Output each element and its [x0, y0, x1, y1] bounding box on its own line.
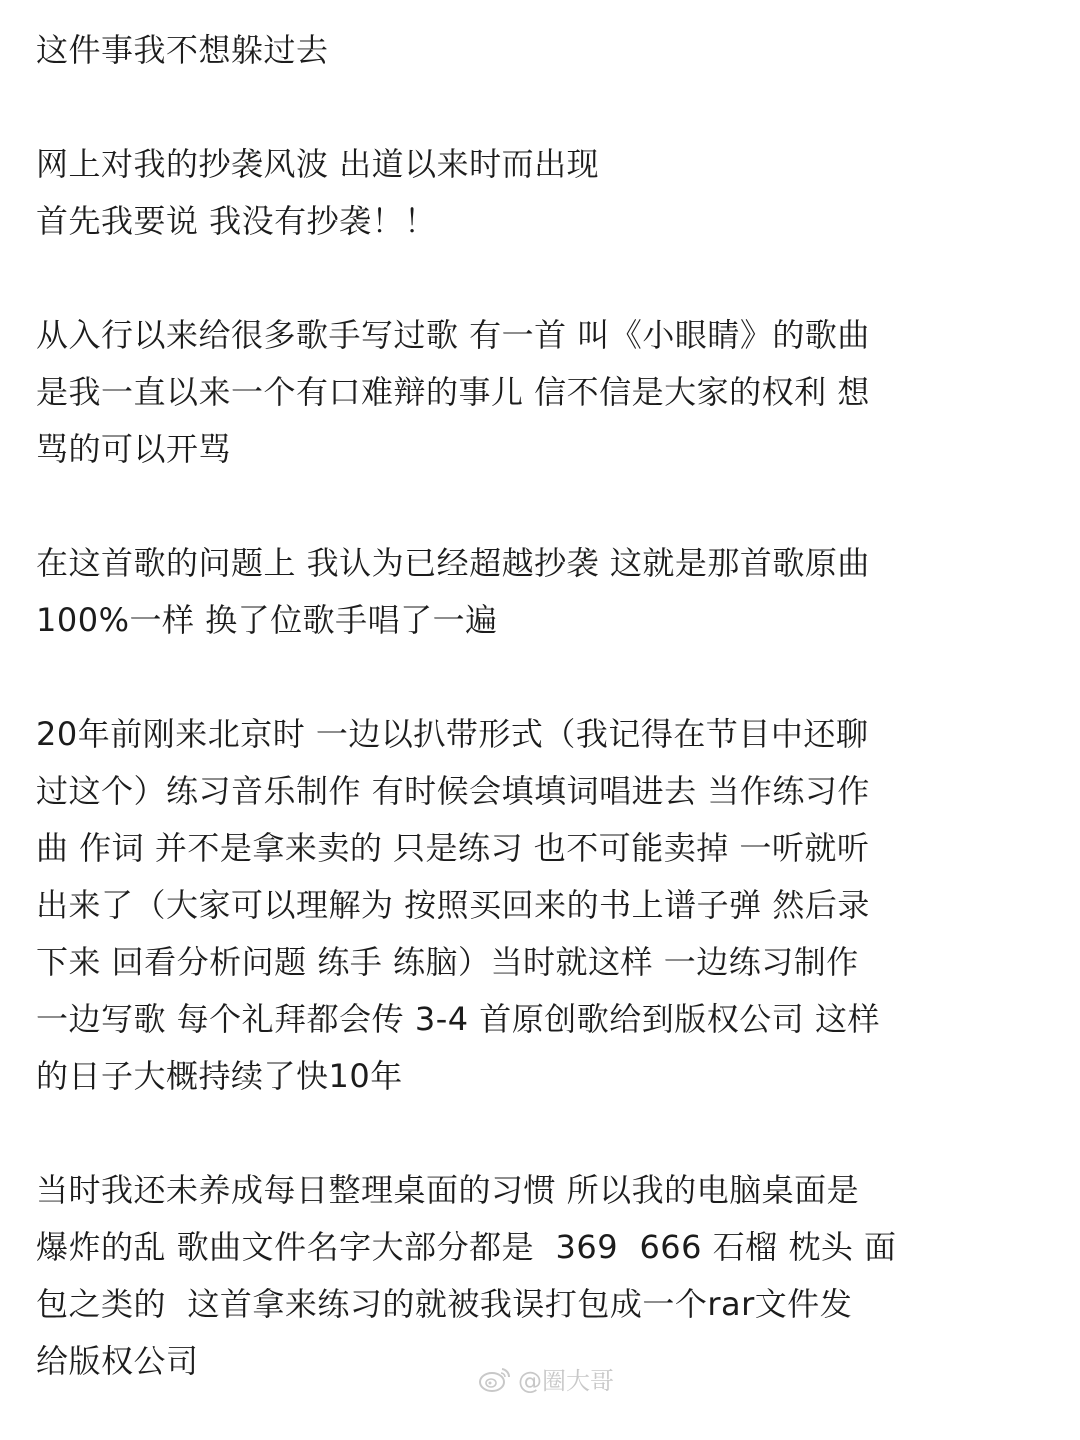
paragraph	[36, 1162, 1056, 1390]
text-line: 首先我要说 我没有抄袭！！	[36, 202, 437, 240]
watermark-text: @圈大哥	[518, 1367, 614, 1395]
paragraph	[36, 307, 1056, 478]
text-line: 一边写歌 每个礼拜都会传 3-4 首原创歌给到版权公司 这样	[36, 1000, 880, 1038]
text-line: 包之类的 这首拿来练习的就被我误打包成一个rar文件发	[36, 1285, 853, 1323]
paragraph-gap	[36, 79, 1056, 136]
text-line: 是我一直以来一个有口难辩的事儿 信不信是大家的权利 想	[36, 373, 870, 411]
text-line: 曲 作词 并不是拿来卖的 只是练习 也不可能卖掉 一听就听	[36, 829, 870, 867]
text-line: 100%一样 换了位歌手唱了一遍	[36, 601, 498, 639]
text-line: 骂的可以开骂	[36, 430, 232, 468]
weibo-icon	[478, 1365, 512, 1393]
weibo-watermark	[478, 1361, 614, 1396]
post-body	[36, 22, 1056, 1390]
text-line: 爆炸的乱 歌曲文件名字大部分都是 369 666 石榴 枕头 面	[36, 1228, 897, 1266]
paragraph-gap	[36, 649, 1056, 706]
text-line: 的日子大概持续了快10年	[36, 1057, 403, 1095]
paragraph-gap	[36, 1105, 1056, 1162]
text-line: 下来 回看分析问题 练手 练脑）当时就这样 一边练习制作	[36, 943, 859, 981]
text-line: 网上对我的抄袭风波 出道以来时而出现	[36, 145, 600, 183]
paragraph-gap	[36, 478, 1056, 535]
text-line: 在这首歌的问题上 我认为已经超越抄袭 这就是那首歌原曲	[36, 544, 870, 582]
text-line: 这件事我不想躲过去	[36, 31, 329, 69]
text-line: 过这个）练习音乐制作 有时候会填填词唱进去 当作练习作	[36, 772, 870, 810]
paragraph	[36, 706, 1056, 1105]
text-line: 20年前刚来北京时 一边以扒带形式（我记得在节目中还聊	[36, 715, 869, 753]
paragraph	[36, 535, 1056, 649]
text-line: 出来了（大家可以理解为 按照买回来的书上谱子弹 然后录	[36, 886, 870, 924]
text-line: 给版权公司	[36, 1342, 199, 1380]
text-line: 当时我还未养成每日整理桌面的习惯 所以我的电脑桌面是	[36, 1171, 860, 1209]
paragraph	[36, 136, 1056, 250]
text-line: 从入行以来给很多歌手写过歌 有一首 叫《小眼睛》的歌曲	[36, 316, 870, 354]
paragraph-gap	[36, 250, 1056, 307]
paragraph	[36, 22, 1056, 79]
